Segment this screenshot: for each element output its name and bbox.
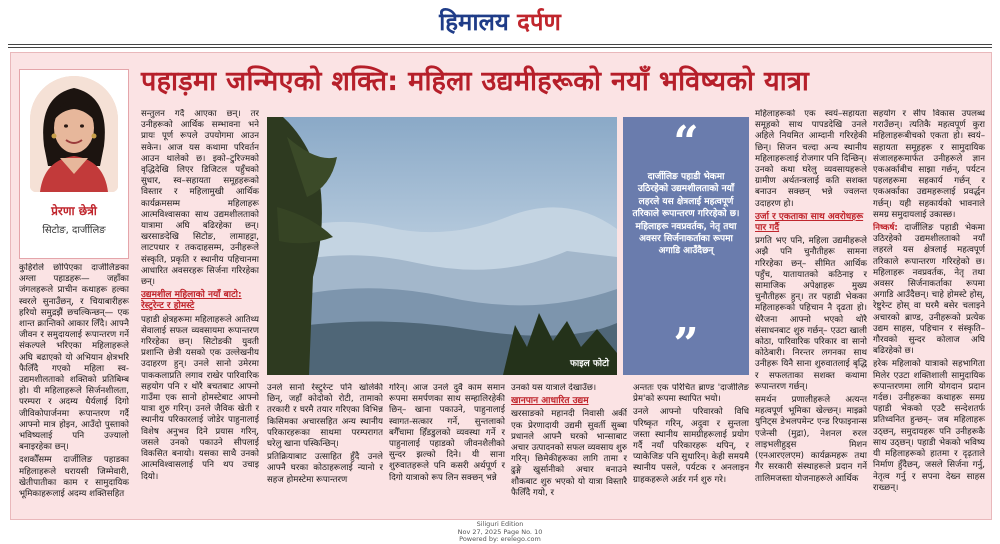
col2-paragraph-2: पहाडी क्षेत्रहरूमा महिलाहरूले आतिथ्य सेवालाई सफल व्यवसायमा रूपान्तरण गरिरहेका छन्। सिटोङकी युवती प्रशान्ति छेत्री यसको एक उल्लेखनीय उदाहरण हुन्। उनले सानो उमेरमा पाककलाप्रति लगाव राखेर पारिवारिक सहयोग पनि र थोरै बचतबाट आफ्नो गाउँमा एक सानो होमस्टेबाट आफ्नो यात्रा शुरु गरिन्। उनले जैविक खेती र स्थानीय परिकारलाई जोडेर पाहुनालाई विशेष अनुभव दिने प्रयास गरिन्, जसले उनको पकाउने सीपलाई विकसित बनायो। यसका साथै उनको आत्मविश्वासलाई पनि थप उचाइ दियो। bbox=[141, 314, 259, 482]
article-column-2 bbox=[141, 109, 259, 513]
col1-paragraph-1: कुहिरोले छोपिएका दार्जीलिङका अग्ला पहाडहरू— जहाँका जंगलहरूले प्राचीन कथाहरू हल्का स्वरले सुनाउँछन्, र चियाबारीहरू हरियो समुद्रझैं छचल्किन्छन्— एक शान्त क्रान्तिको आकार लिँदै। आफ्नै जीवन र समुदायलाई रूपान्तरण गर्ने संकल्पले भरिएका महिलाहरूले अघि बढाएको यो अभियान क्षेत्रभरि फैलिँदै गएको महिला स्व-उद्यमशीलताको शक्तिको प्रतिबिम्ब हो। यी महिलाहरूले सिर्जनशीलता, परम्परा र अदम्य धैर्यलाई दिगो जीविकोपार्जनमा रूपान्तरण गर्दै आफ्नो मात्र होइन, आउँदो पुस्ताको भविष्यलाई पनि उज्यालो बनाइरहेका छन्। bbox=[19, 263, 129, 453]
page-footer bbox=[0, 521, 1000, 544]
masthead bbox=[0, 0, 1000, 44]
col5-paragraph-1: उनको यस यात्राले देखाउँछ। bbox=[511, 383, 597, 393]
photo-caption: फाइल फोटो bbox=[569, 359, 609, 369]
col3-paragraph-2: प्रतिक्रियाबाट उत्साहित हुँदै उनले आफ्नै घरका कोठाहरूलाई न्यानो र सहज होमस्टेमा रूपान्तरण bbox=[267, 452, 383, 485]
article-column-1 bbox=[19, 263, 129, 513]
close-quote-icon: ” bbox=[673, 319, 699, 370]
col8-paragraph-3: हरेक महिलाको यात्राको सहभागिता मिलेर एउटा शक्तिशाली सामुदायिक रूपान्तरणमा लागि योगदान प्रदान गर्दछ। उनीहरूका कथाहरू समग्र पहाडी भेकको एउटै सन्देशतर्फ प्रतिध्वनित हुन्छन्– जब महिलाहरू उठ्छन्, समुदायहरू पनि उनीहरूकै साथ उठ्छन्। पहाडी भेकको भविष्य यी महिलाहरूको हातमा र दृढ़ताले निर्माण हुँदैछन्, जसले सिर्जना गर्नु, नेतृत्व गर्नु र सपना देख्न साहस राख्छन्। bbox=[873, 359, 985, 493]
logo-part-1: हिमालय bbox=[439, 7, 518, 36]
col7-paragraph-3: समर्थन प्रणालीहरूले अत्यन्त महत्वपूर्ण भूमिका खेल्छन्। माइक्रो युनिट्स डेभलपमेन्ट एन्ड रिफाइनान्स एजेन्सी (मुद्रा), नेशनल रुरल लाइभलीहुड्स मिशन (एनआरएलएम) कार्यक्रमहरू तथा गैर सरकारी संस्थाहरूले प्रदान गर्ने तालिमजस्ता योजनाहरूले आर्थिक bbox=[755, 395, 867, 484]
author-portrait-graphic bbox=[30, 76, 118, 192]
newspaper-logo[interactable] bbox=[439, 7, 561, 36]
col4-paragraph-1: गरिन्। आज उनले दुवै काम समान रूपमा समर्पणका साथ सम्हालिरहेकी छिन्– खाना पकाउने, पाहुनालाई स्वागत-सत्कार गर्ने, सुन्तलाको बगैँचामा हिँडडुलको व्यवस्था गर्ने र पाहुनालाई पहाडको जीवनशैलीको सुन्दर झल्को दिने। यी साना शुरुवातहरूले पनि कसरी अर्थपूर्ण र दिगो यात्राको रूप लिन सक्छन् भन्ने bbox=[389, 383, 505, 483]
pull-quote-text: दार्जीलिङ पहाडी भेकमा उठिरहेको उद्यमशीलताको नयाँ लहरले यस क्षेत्रलाई महत्वपूर्ण तरिकाले रूपान्तरण गरिरहेको छ। महिलाहरू नवप्रवर्तक, नेतृ तथा अवसर सिर्जनाकर्ताका रूपमा अगाडि आउँदैछन् bbox=[632, 172, 740, 257]
col1-paragraph-2: दशकौँसम्म दार्जीलिङ पहाडका महिलाहरूले घरायसी जिम्मेवारी, खेतीपातीका काम र सामुदायिक भूमिकाहरूलाई अदम्य शक्तिसहित bbox=[19, 455, 129, 500]
article-column-6 bbox=[633, 383, 749, 513]
article-column-3 bbox=[267, 383, 383, 513]
col7-paragraph-2: प्रगति भए पनि, महिला उद्यमीहरूले अझै पनि चुनौतीहरू सामना गरिरहेका छन्– सीमित आर्थिक पहुँच, यातायातको कठिनाइ र सामाजिक अपेक्षाहरू मुख्य चुनौतीहरू हुन्। तर पहाडी भेकका महिलाहरूको पहिचान नै दृढता हो। धेरैजना आफ्नो भएको थोरै संसाधनबाट शुरु गर्छन्– एउटा खाली कोठा, पारिवारिक परिकार वा सानो कोठेबारी। निरन्तर लगनका साथ उनीहरू यिनै साना शुरुवातलाई बृद्धि र सफलताका सशक्त कथामा रूपान्तरण गर्छन्। bbox=[755, 236, 867, 392]
col7-paragraph-1: महिलाहरूको एक स्वयं–सहायता समूहको साथ पापडदेखि उनले अहिले नियमित आम्दानी गरिरहेकी छिन्। सिजन चल्दा अन्य स्थानीय महिलाहरूलाई रोजगार पनि दिन्छिन्। उनको कथा घरेलु व्यवसायहरूले ग्रामीण अर्थतन्त्रलाई कति सशक्त बनाउन सक्छन् भन्ने ज्वलन्त उदाहरण हो। bbox=[755, 109, 867, 209]
misty-hills-graphic bbox=[267, 117, 617, 375]
open-quote-icon: “ bbox=[673, 117, 699, 168]
article-column-5 bbox=[511, 383, 627, 513]
article-column-4 bbox=[389, 383, 505, 513]
pull-quote-box bbox=[623, 117, 749, 375]
col8-paragraph-2: दार्जीलिङ पहाडी भेकमा उठिरहेको उद्यमशीलताको नयाँ लहरले यस क्षेत्रलाई महत्वपूर्ण तरिकाले रूपान्तरण गरिरहेको छ। महिलाहरू नवप्रवर्तक, नेतृ तथा अवसर सिर्जनाकर्ताका रूपमा अगाडि आउँदैछन्। चाहे होमस्टे होस्, रेष्टुरेन्ट होस् वा घरमै बसेर चलाइने अचारको ब्राण्ड, उनीहरूको प्रत्येक उद्यम साहस, पहिचान र संस्कृति–गौरवको सुन्दर कोलाज अघि बढिरहेको छ। bbox=[873, 223, 985, 357]
author-card bbox=[19, 69, 129, 259]
col2-subheading: उद्यमशील महिलाको नयाँ बाटो: रेस्टुरेन्ट र होमस्टे bbox=[141, 290, 242, 312]
col3-paragraph-1: उनले सानो रेस्टुरेन्ट पनि खोलेकी छिन्, जहाँ कोदोको रोटी, तामाको तरकारी र घरमै तयार गरिएका विभिन्न किसिमका अचारसहित अन्य स्थानीय परिकारहरूका साथमा परम्परागत घरेलु खाना पस्किन्छिन्। bbox=[267, 383, 383, 450]
article-column-7 bbox=[755, 109, 867, 513]
col2-paragraph-1: सन्तुलन गर्दै आएका छन्। तर उनीहरूको आर्थिक सम्भावना भने प्रायः पूर्ण रूपले उपयोगमा आउन सकेन। आज यस कथामा परिवर्तन आउन थालेको छ। इको–टुरिज्मको वृद्धिदेखि लिएर डिजिटल पहुँचको सुधार, स्व–सहायता समूहहरूको विस्तार र महिलामुखी आर्थिक कार्यक्रमसम्म महिलाहरू आत्मविश्वासका साथ उद्यमशीलताको यात्रामा अघि बढिरहेका छन्। खरसाङदेखि सिटोङ, लामाहट्टा, लाटपधार र तकदाहसम्म, उनीहरूले संस्कृति, प्रकृति र स्थानीय पहिचानमा आधारित अवसरहरू सिर्जना गरिरहेका छन्। bbox=[141, 109, 259, 288]
col5-subheading: खानपान आधारित उद्यम bbox=[511, 396, 589, 407]
masthead-rule-top bbox=[8, 44, 992, 45]
logo-part-2: दर्पण bbox=[517, 7, 561, 36]
col8-paragraph-2-wrapper bbox=[873, 223, 985, 357]
author-name: प्रेरणा छेत्री bbox=[51, 204, 97, 218]
col7-subheading: उर्जा र एकताका साथ अवरोधहरू पार गर्दै bbox=[755, 211, 864, 234]
col8-lead-label: निष्कर्ष: bbox=[873, 223, 898, 234]
footer-powered: Powered by: erelego.com bbox=[459, 535, 541, 543]
col8-paragraph-1: सहयोग र सीप विकास उपलब्ध गराउँछन्। त्यतिकै महत्वपूर्ण कुरा महिलाहरूबीचको एकता हो। स्वयं–सहायता समूहहरू र सामुदायिक संजालहरूमार्फत उनीहरूले ज्ञान एकअर्काबीच साझा गर्छन्, पर्यटन पहलहरूमा सहकार्य गर्छन् र एकअर्काका उद्यमहरूलाई प्रवर्द्धन गर्छन्। यही सहकार्यको भावनाले समग्र समुदायलाई उकास्छ। bbox=[873, 109, 985, 220]
author-photo bbox=[30, 76, 118, 192]
footer-date: Nov 27, 2025 Page No. 10 bbox=[457, 527, 543, 536]
col5-paragraph-2: खरसाङको महानदी निवासी अर्की एक प्रेरणादायी उद्यमी सुवर्ती सुब्बा प्रधानले आफ्नै घरको भान्साबाट अचार उत्पादनको सफल व्यवसाय शुरु गरिन्। छिमेकीहरूका लागि तामा र ढुङ्गे खुर्सानीको अचार बनाउने शौकबाट शुरु भएको यो यात्रा विस्तारै फैलिँदै गयो, र bbox=[511, 409, 627, 498]
footer-edition: Siliguri Edition bbox=[476, 520, 524, 528]
headline: पहाड़मा जन्मिएको शक्ति: महिला उद्यमीहरूको नयाँ भविष्यको यात्रा bbox=[141, 66, 810, 97]
col6-paragraph-1: अन्ततः एक परिचित ब्राण्ड 'दार्जीलिङ प्रेम'को रूपमा स्थापित भयो। bbox=[633, 383, 749, 405]
col6-paragraph-2: उनले आफ्नो परिवारको विधि परिष्कृत गरिन्, अदुवा र सुन्तला जस्ता स्थानीय सामग्रीहरूलाई प्रयोग गर्दै नयाँ परिकारहरू थपिन्, र प्याकेजिङ पनि सुधारिन्। केही समयमै स्थानीय पसले, पर्यटक र अनलाइन ग्राहकहरूले अर्डर गर्न शुरु गरे। bbox=[633, 407, 749, 485]
article-page bbox=[10, 52, 992, 520]
author-location: सिटोङ, दार्जीलिङ bbox=[42, 225, 106, 236]
landscape-photo bbox=[267, 117, 617, 375]
article-column-8 bbox=[873, 109, 985, 513]
masthead-rule-bottom bbox=[8, 47, 992, 48]
